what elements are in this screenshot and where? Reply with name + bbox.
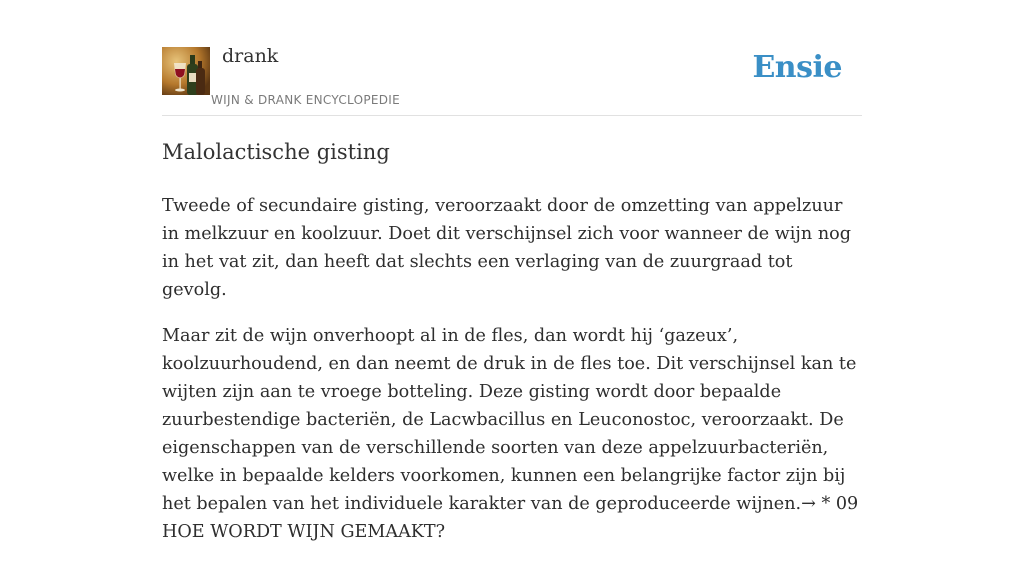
article-paragraph: Tweede of secundaire gisting, veroorzaakt door de omzetting van appelzuur in melkzuur en koolzuur. Doet dit verschijnsel zich voor wanneer de wijn nog in het vat zit, dan heeft dat slechts een verlaging van de zuurgraad tot gevolg. <box>162 196 851 300</box>
page-title: Malolactische gisting <box>162 140 390 164</box>
wine-bottle-glass-icon[interactable] <box>162 47 210 95</box>
article-body <box>162 192 862 564</box>
article-paragraph: Maar zit de wijn onverhoopt al in de fles, dan wordt hij ‘gazeux’, koolzuurhoudend, en dan neemt de druk in de fles toe. Dit verschijnsel kan te wijten zijn aan te vroege botteling. Deze gisting wordt door bepaalde zuurbestendige bacteriën, de Lacwbacillus en Leuconostoc, veroorzaakt. De eigenschappen van de verschillende soorten van deze appelzuurbacteriën, welke in bepaalde kelders voorkomen, kunnen een belangrijke factor zijn bij het bepalen van het individuele karakter van de geproduceerde wijnen.→ * 09 HOE WORDT WIJN GEMAAKT? <box>162 326 859 542</box>
site-name[interactable]: drank <box>222 45 279 67</box>
site-header <box>162 0 862 116</box>
brand-logo[interactable]: Ensie <box>752 50 842 85</box>
site-subtitle[interactable]: WIJN & DRANK ENCYCLOPEDIE <box>211 93 401 107</box>
